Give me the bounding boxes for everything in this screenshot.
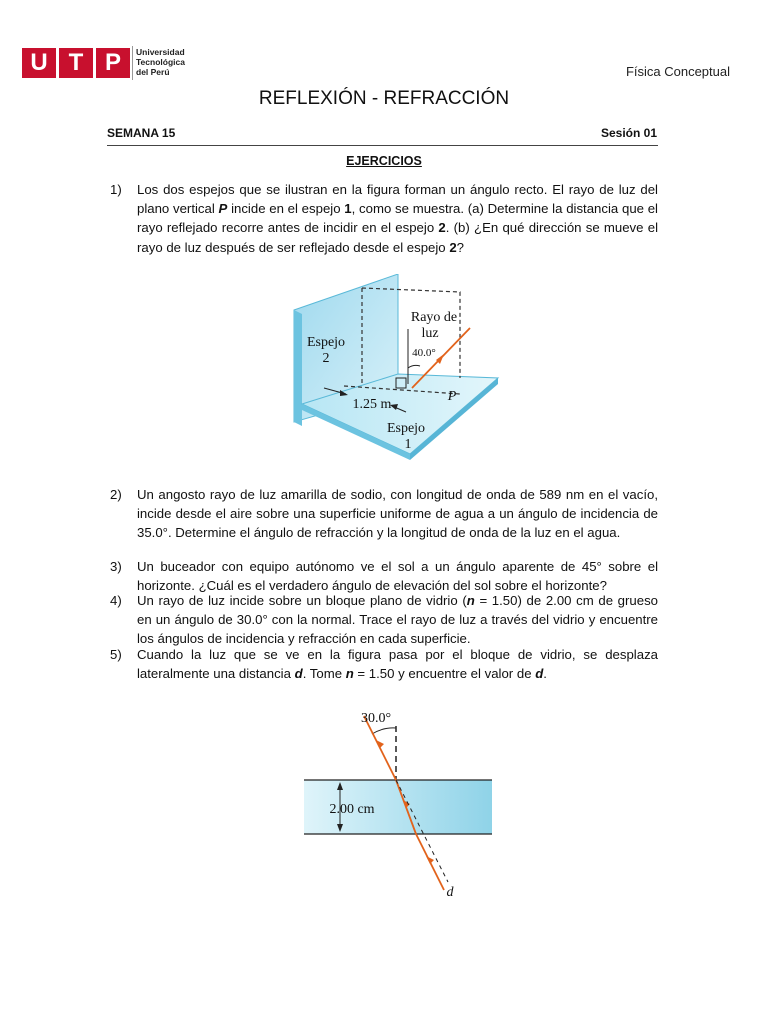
text-run: . (b) ¿En qué dirección se mueve el rayo de luz después de ser reflejado desde el espejo [137, 220, 658, 255]
header-divider [107, 145, 658, 146]
text-run: Un buceador con equipo autónomo ve el sol a un ángulo aparente de 45° sobre el horizonte. ¿Cuál es el verdadero ángulo de elevación del sol sobre el horizonte? [137, 559, 658, 594]
text-run: . Tome [302, 666, 346, 682]
ray-label-line1: Rayo de [410, 310, 458, 325]
exercise-2-text [137, 485, 658, 543]
exercise-5-number: 5) [110, 647, 122, 662]
section-heading: EJERCICIOS [346, 154, 422, 168]
course-name: Física Conceptual [625, 64, 730, 79]
point-p-label: P [447, 389, 457, 404]
angle-label: 40.0° [412, 347, 436, 359]
exercise-4-text [137, 591, 658, 649]
text-run: n [345, 666, 354, 682]
page-title: REFLEXIÓN - REFRACCIÓN [258, 88, 510, 109]
exercise-1-number: 1) [110, 182, 122, 197]
exercise-5-text [137, 645, 658, 683]
ray-label-line2: luz [421, 326, 439, 341]
text-run: . [543, 666, 547, 682]
utp-logo [22, 44, 192, 82]
logo-letter-u: U [22, 48, 56, 78]
mirror-2-label-line1: Espejo [306, 335, 346, 350]
exercise-4-number: 4) [110, 593, 122, 608]
text-run: = 1.50 y encuentre el valor de [353, 666, 536, 682]
mirror-2-edge [294, 310, 302, 426]
figure-mirrors [288, 274, 504, 464]
text-run: Un rayo de luz incide sobre un bloque plano de vidrio ( [137, 593, 467, 608]
mirror-2-label-line2: 2 [322, 351, 330, 366]
text-run: ? [456, 239, 464, 255]
text-run: d [535, 666, 544, 682]
logo-university-name: Universidad Tecnológica del Perú [136, 47, 185, 77]
logo-letter-t: T [59, 48, 93, 78]
emergent-arrow [426, 856, 434, 864]
thickness-label: 2.00 cm [329, 802, 375, 817]
text-run: 1 [344, 201, 352, 217]
text-run: 2 [449, 239, 457, 255]
mirror-1-label-line1: Espejo [386, 421, 426, 436]
week-label: SEMANA 15 [107, 126, 176, 140]
exercise-3-text [137, 557, 658, 595]
angle-arc [408, 365, 420, 368]
text-run: incide en el espejo [227, 201, 345, 217]
distance-label: 1.25 m [352, 397, 392, 412]
session-label: Sesión 01 [600, 126, 657, 140]
text-run: Cuando la luz que se ve en la figura pasa por el bloque de vidrio, se desplaza lateralmente una distancia [137, 647, 658, 682]
text-run: n [466, 593, 475, 608]
logo-divider [132, 46, 133, 80]
shift-label: d [446, 885, 454, 900]
figure-glass-slab [300, 704, 496, 900]
exercise-1-text [137, 180, 658, 257]
exercise-3-number: 3) [110, 559, 122, 574]
text-run: Los dos espejos que se ilustran en la figura forman un ángulo recto. El rayo de luz del plano vertical [137, 182, 658, 217]
text-run: 2 [438, 220, 446, 236]
mirror-1-label-line2: 1 [404, 437, 412, 452]
text-run: Un angosto rayo de luz amarilla de sodio, con longitud de onda de 589 nm en el vacío, incide desde el aire sobre una superficie uniforme de agua a un ángulo de incidencia de 35.0°. Determine el ángulo de refracción y la longitud de onda de la luz en el agua. [137, 487, 658, 541]
exercise-2-number: 2) [110, 487, 122, 502]
logo-letter-p: P [96, 48, 130, 78]
angle-label: 30.0° [360, 711, 392, 726]
text-run: = 1.50) de 2.00 cm de grueso en un ángulo de 30.0° con la normal. Trace el rayo de luz a través del vidrio y encuentre los ángulos de incidencia y refracción en cada superficie. [137, 593, 658, 647]
angle-arc [372, 728, 396, 734]
text-run: d [294, 666, 303, 682]
text-run: , como se muestra. (a) Determine la distancia que el rayo reflejado recorre antes de incidir en el espejo [137, 201, 658, 236]
text-run: P [218, 201, 228, 217]
